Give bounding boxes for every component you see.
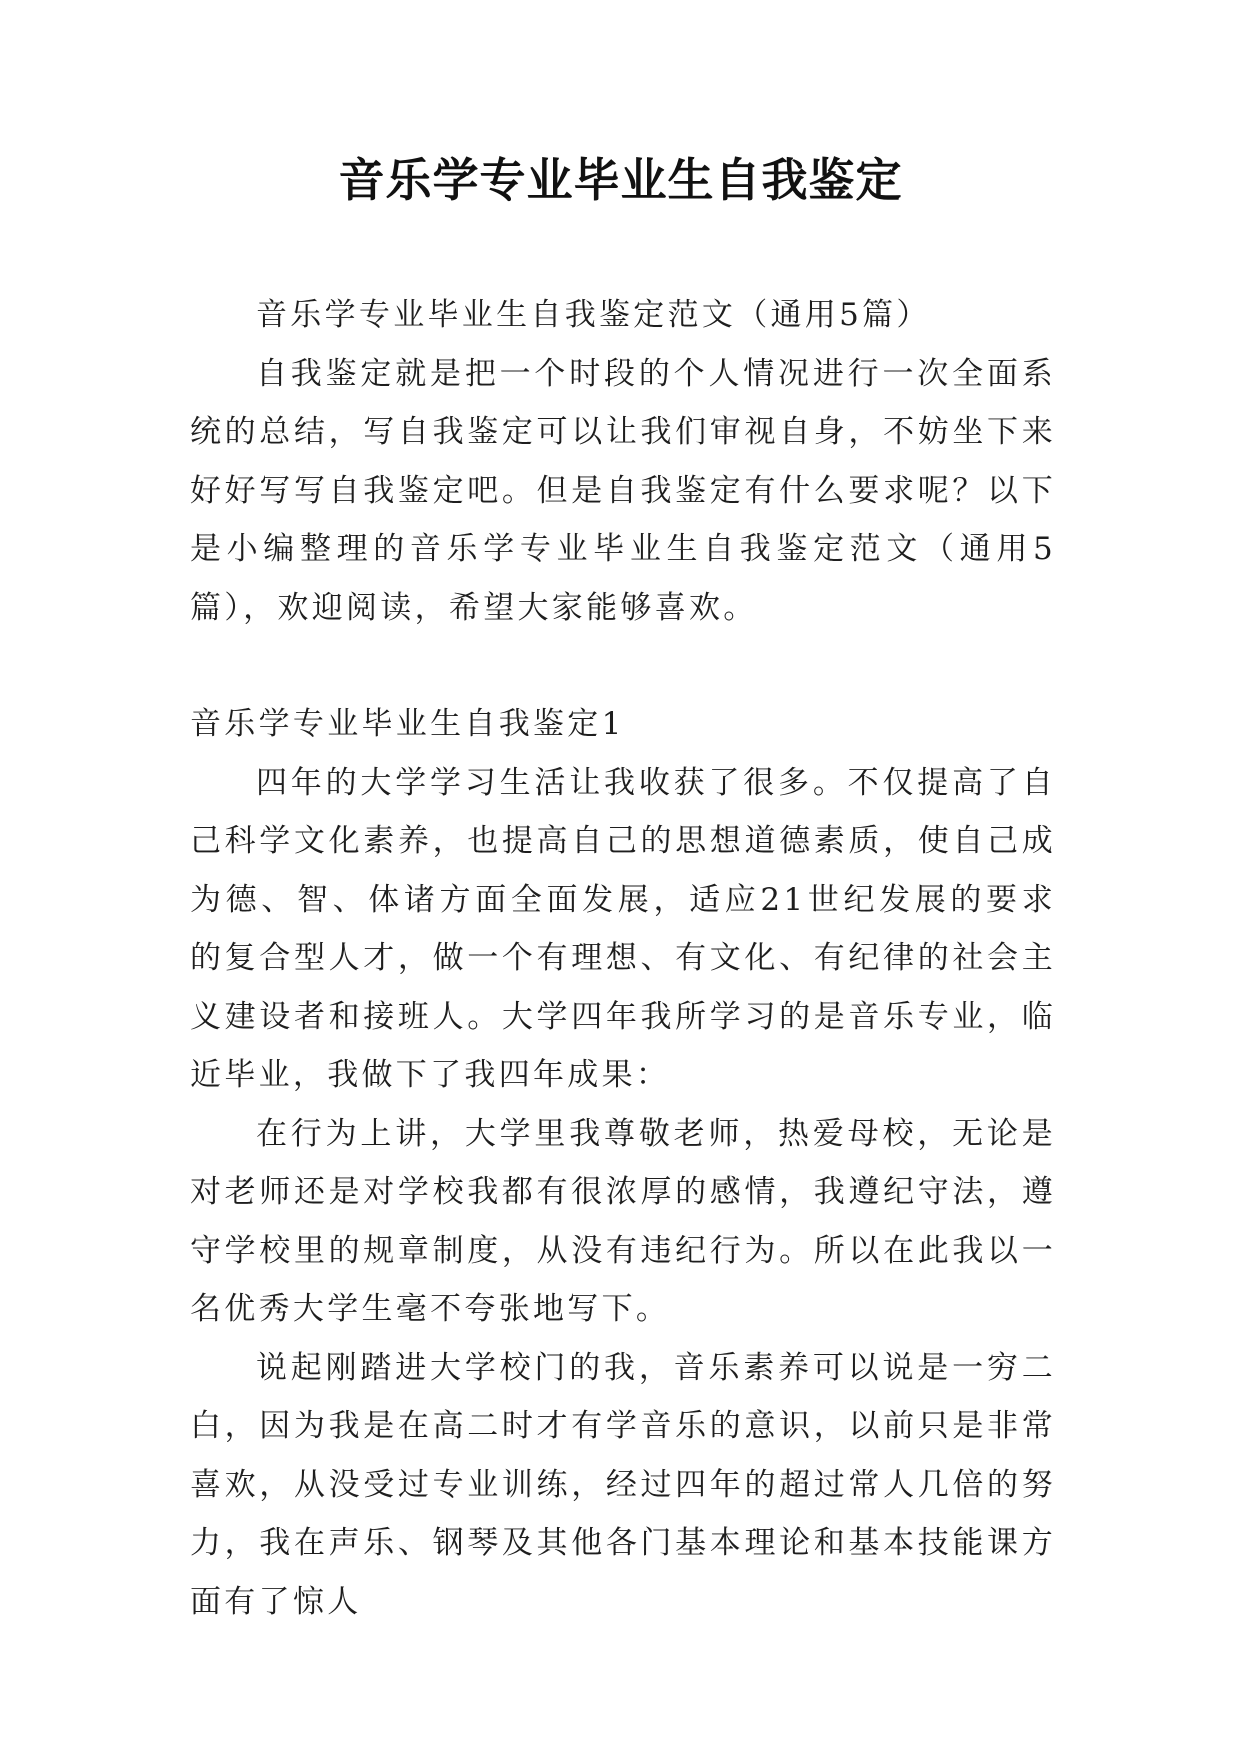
page-title: 音乐学专业毕业生自我鉴定	[338, 153, 903, 207]
body-paragraph-2: 在行为上讲，大学里我尊敬老师，热爱母校，无论是对老师还是对学校我都有很浓厚的感情，我遵纪守法，遵守学校里的规章制度，从没有违纪行为。所以在此我以一名优秀大学生毫不夸张地写下。	[190, 1115, 1056, 1327]
body-paragraph-1: 四年的大学学习生活让我收获了很多。不仅提高了自己科学文化素养，也提高自己的思想道德素质，使自己成为德、智、体诸方面全面发展，适应21世纪发展的要求的复合型人才，做一个有理想、有文化、有纪律的社会主义建设者和接班人。大学四年我所学习的是音乐专业，临近毕业，我做下了我四年成果：	[190, 764, 1056, 1093]
subtitle-paragraph: 音乐学专业毕业生自我鉴定范文（通用5篇）	[256, 297, 931, 333]
body-paragraph-3: 说起刚踏进大学校门的我，音乐素养可以说是一穷二白，因为我是在高二时才有学音乐的意识，以前只是非常喜欢，从没受过专业训练，经过四年的超过常人几倍的努力，我在声乐、钢琴及其他各门基本理论和基本技能课方面有了惊人	[190, 1349, 1056, 1620]
intro-paragraph: 自我鉴定就是把一个时段的个人情况进行一次全面系统的总结，写自我鉴定可以让我们审视自身，不妨坐下来好好写写自我鉴定吧。但是自我鉴定有什么要求呢？以下是小编整理的音乐学专业毕业生自我鉴定范文（通用5篇），欢迎阅读，希望大家能够喜欢。	[190, 355, 1056, 626]
paragraph-gap	[190, 637, 1056, 695]
section-heading: 音乐学专业毕业生自我鉴定1	[190, 706, 625, 742]
document-body	[190, 286, 1056, 1631]
